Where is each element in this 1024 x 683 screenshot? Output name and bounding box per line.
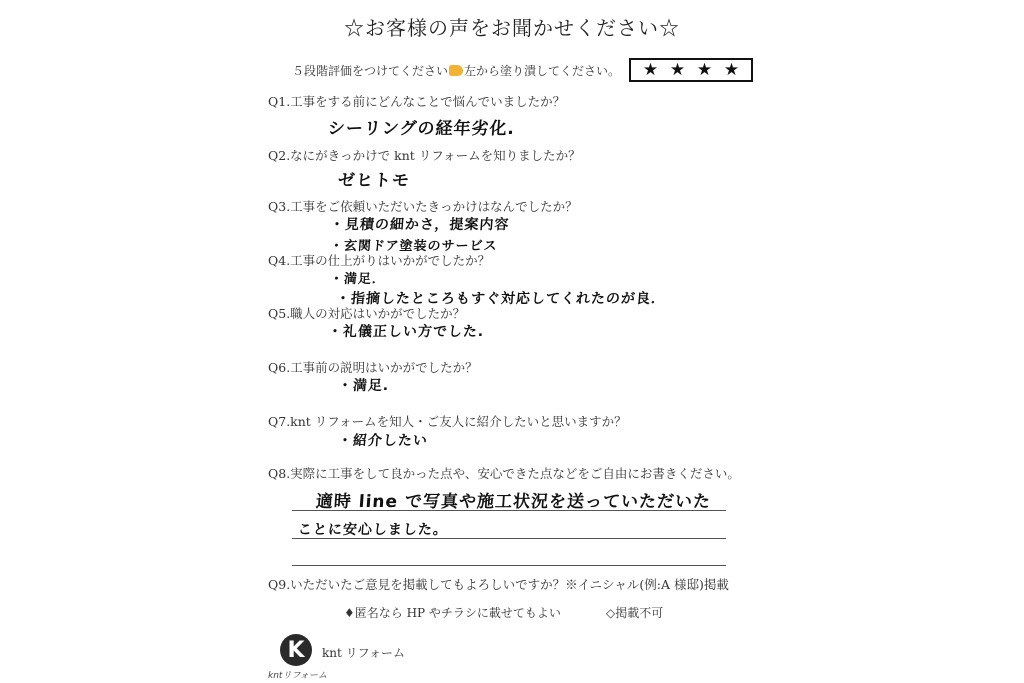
question-6: Q6.工事前の説明はいかがでしたか？ — [268, 360, 478, 375]
answer-line — [292, 565, 726, 566]
answer-5: ・礼儀正しい方でした. — [327, 324, 485, 340]
answer-8a: 適時 line で写真や施工状況を送っていただいた — [315, 492, 712, 512]
question-1: Q1.工事をする前にどんなことで悩んでいましたか？ — [268, 94, 566, 109]
option-not-allowed[interactable]: ◇掲載不可 — [606, 606, 664, 620]
answer-8b: ことに安心しました。 — [297, 522, 449, 538]
question-4: Q4.工事の仕上がりはいかがでしたか？ — [268, 253, 491, 268]
question-5: Q5.職人の対応はいかがでしたか？ — [268, 306, 466, 321]
company-name: knt リフォーム — [322, 646, 406, 660]
star-icon: ★ — [696, 59, 713, 80]
question-9: Q9.いただいたご意見を掲載してもよろしいですか？※イニシャル(例:A 様邸)掲載 — [268, 577, 729, 592]
rating-instruction-prefix: ５段階評価をつけてください — [292, 64, 449, 78]
pointing-hand-icon — [449, 65, 463, 76]
answer-6: ・満足. — [337, 378, 390, 394]
answer-4b: ・指摘したところもすぐ対応してくれたのが良． — [335, 291, 667, 307]
question-2: Q2.なにがきっかけで knt リフォームを知りましたか？ — [268, 148, 581, 163]
star-rating — [629, 58, 753, 82]
question-7: Q7.knt リフォームを知人・ご友人に紹介したいと思いますか？ — [268, 414, 627, 429]
page-title: ☆お客様の声をお聞かせください☆ — [344, 16, 680, 40]
question-8: Q8.実際に工事をして良かった点や、安心できた点などをご自由にお書きください。 — [268, 466, 740, 481]
rating-instruction — [292, 62, 620, 79]
question-3: Q3.工事をご依頼いただいたきっかけはなんでしたか？ — [268, 199, 578, 214]
answer-line — [292, 510, 726, 511]
answer-7: ・紹介したい — [337, 433, 429, 449]
answer-4a: ・満足． — [329, 272, 387, 287]
q9-options — [344, 604, 664, 621]
star-icon: ★ — [723, 59, 740, 80]
answer-1: シーリングの経年劣化. — [327, 119, 516, 139]
option-anonymous-ok[interactable]: ♦匿名なら HP やチラシに載せてもよい — [344, 606, 561, 620]
answer-3b: ・玄関ドア塗装のサービス — [329, 239, 499, 254]
rating-instruction-suffix: 左から塗り潰してください。 — [464, 64, 621, 78]
company-logo: K — [280, 634, 312, 666]
answer-line — [292, 538, 726, 539]
company-logo-subtext: kntリフォーム — [268, 671, 327, 681]
star-icon: ★ — [642, 59, 659, 80]
answer-2: ゼヒトモ — [337, 171, 411, 191]
star-icon: ★ — [669, 59, 686, 80]
answer-3a: ・見積の細かさ，提案内容 — [329, 217, 510, 233]
